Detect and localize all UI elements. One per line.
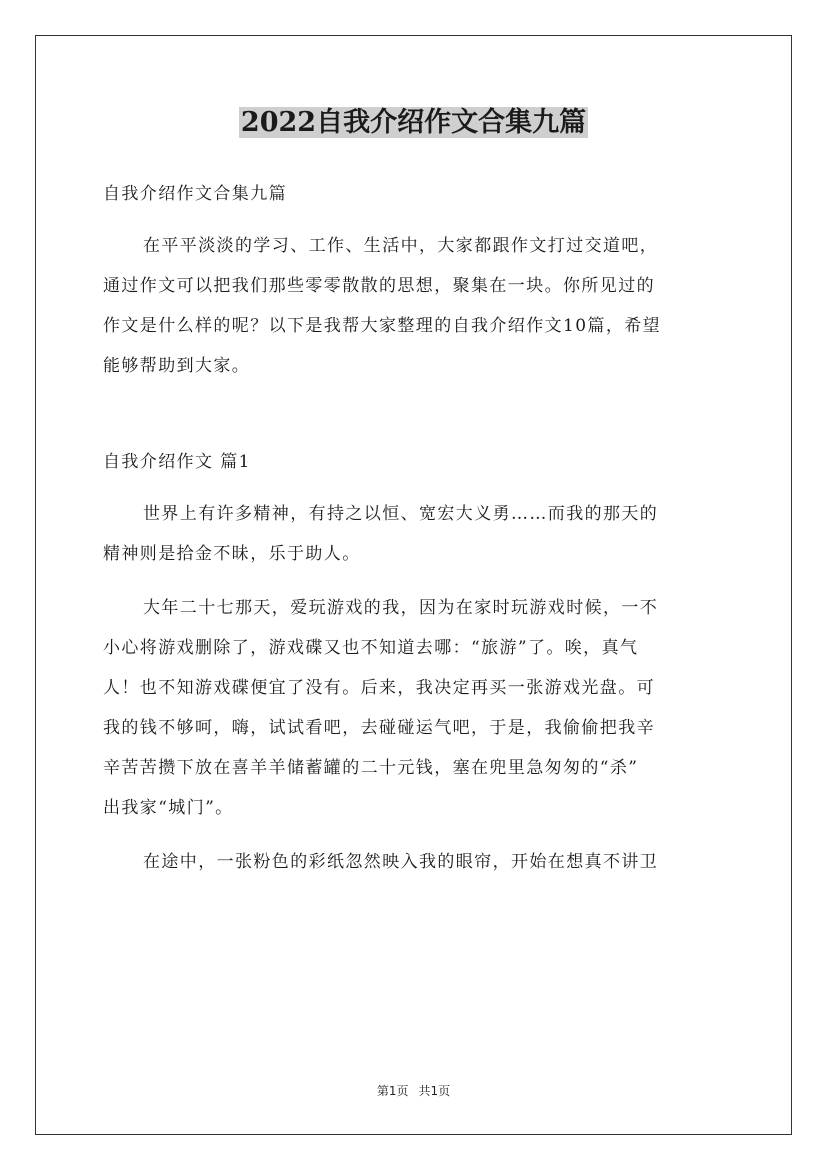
document-body (103, 174, 727, 882)
paragraph-line: 世界上有许多精神，有持之以恒、宽宏大义勇……而我的那天的 (143, 504, 659, 524)
paragraph-line: 精神则是拾金不昧，乐于助人。 (103, 544, 361, 564)
paragraph-line: 作文是什么样的呢？以下是我帮大家整理的自我介绍作文10篇，希望 (103, 316, 662, 336)
page-footer (0, 1083, 827, 1099)
paragraph-line: 大年二十七那天，爱玩游戏的我，因为在家时玩游戏时候，一不 (143, 598, 659, 618)
paragraph-line: 在平平淡淡的学习、工作、生活中，大家都跟作文打过交道吧， (143, 236, 659, 256)
paragraph-line: 辛苦苦攒下放在喜羊羊储蓄罐的二十元钱，塞在兜里急匆匆的“杀” (103, 758, 639, 778)
paragraph-line: 在途中，一张粉色的彩纸忽然映入我的眼帘，开始在想真不讲卫 (143, 852, 659, 872)
page-number: 第1页 (376, 1084, 409, 1098)
paragraph-line: 通过作文可以把我们那些零零散散的思想，聚集在一块。你所见过的 (103, 276, 655, 296)
paragraph-line: 出我家“城门”。 (103, 798, 234, 818)
document-title (0, 103, 827, 143)
section-heading: 自我介绍作文 篇1 (103, 452, 251, 472)
paragraph-line: 我的钱不够呵，嗨，试试看吧，去碰碰运气吧，于是，我偷偷把我辛 (103, 718, 655, 738)
paragraph-line: 人！也不知游戏碟便宜了没有。后来，我决定再买一张游戏光盘。可 (103, 678, 655, 698)
page-total: 共1页 (418, 1084, 451, 1098)
section-heading: 自我介绍作文合集九篇 (103, 184, 287, 204)
paragraph-line: 能够帮助到大家。 (103, 356, 251, 376)
paragraph-line: 小心将游戏删除了，游戏碟又也不知道去哪：“旅游”了。唉，真气 (103, 638, 639, 658)
document-title-text: 2022自我介绍作文合集九篇 (240, 107, 587, 138)
